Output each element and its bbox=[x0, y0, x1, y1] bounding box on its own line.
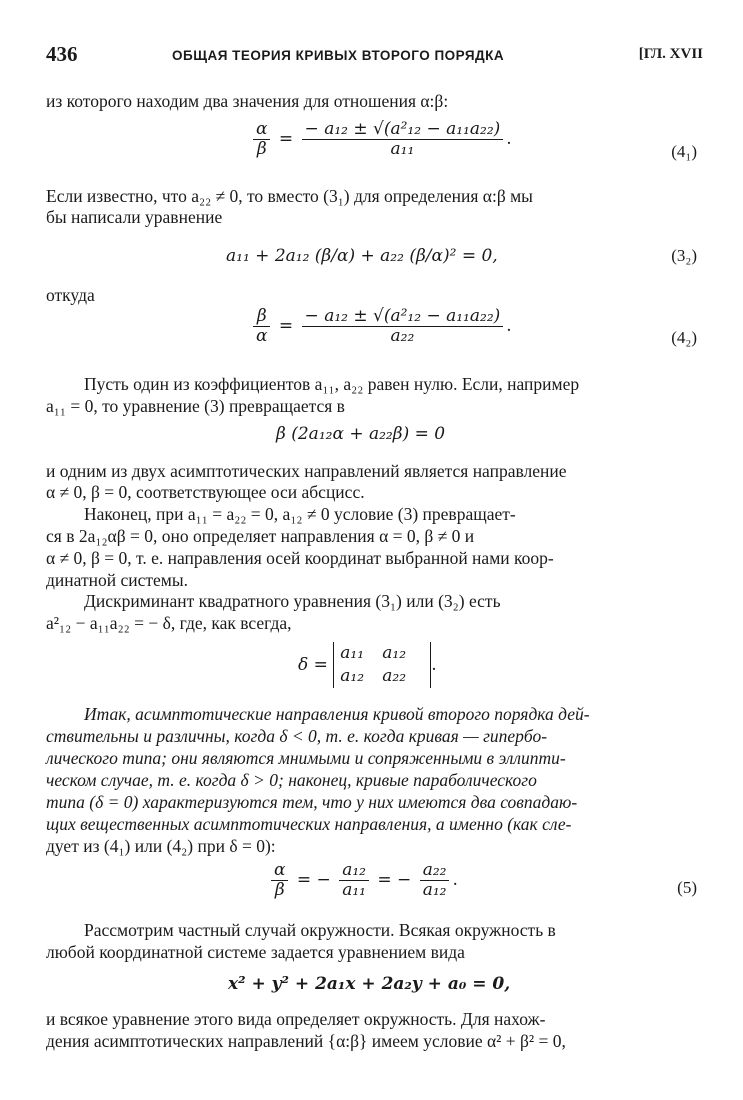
page-number: 436 bbox=[46, 42, 78, 66]
paragraph-line: a²₁₂ − a₁₁a₂₂ = − δ, где, как всегда, bbox=[46, 613, 292, 633]
paragraph-line: α ≠ 0, β = 0, соответствующее оси абсцисс. bbox=[46, 482, 365, 502]
paragraph-line: Дискриминант квадратного уравнения (3₁) или (3₂) есть bbox=[84, 591, 501, 611]
equation-number: (4₁) bbox=[671, 142, 697, 161]
frac-num: a₁₂ bbox=[339, 861, 369, 881]
det-cell: a₁₂ bbox=[382, 643, 407, 663]
determinant-formula: δ = a₁₁ a₁₂ a₁₂ a₂₂. bbox=[298, 643, 437, 686]
paragraph-line: щих вещественных асимптотических направления, а именно (как сле- bbox=[46, 814, 572, 834]
equation-number: (4₂) bbox=[671, 328, 697, 347]
paragraph-line: ся в 2a₁₂αβ = 0, оно определяет направления α = 0, β ≠ 0 и bbox=[46, 526, 475, 546]
paragraph-line: Наконец, при a₁₁ = a₂₂ = 0, a₁₂ ≠ 0 условие (3) превращает- bbox=[84, 504, 516, 524]
formula-5: $\frac{\alpha}{\beta}$ = − $\frac{\text{a₁₂}}{\text{a₁₁}}$ = − $\frac{\text{a₂₂}}{\text{a₁₂}}$ . bbox=[268, 861, 458, 900]
paragraph-line: a₁₁ = 0, то уравнение (3) превращается в bbox=[46, 396, 345, 416]
frac-num: − a₁₂ ± √(a²₁₂ − a₁₁a₂₂) bbox=[302, 120, 504, 140]
paragraph-line: лического типа; они являются мнимыми и сопряженными в эллипти- bbox=[46, 748, 566, 768]
running-header bbox=[46, 42, 703, 70]
frac-den: a₁₁ bbox=[390, 139, 415, 159]
paragraph-line: и одним из двух асимптотических направлений является направление bbox=[46, 461, 567, 481]
frac-den: β bbox=[256, 139, 267, 159]
paragraph-line: дует из (4₁) или (4₂) при δ = 0): bbox=[46, 836, 276, 856]
equation-number: (3₂) bbox=[671, 246, 697, 265]
frac-num: α bbox=[271, 861, 288, 881]
frac-num: β bbox=[253, 307, 270, 327]
paragraph-line: типа (δ = 0) характеризуются тем, что у них имеются два совпадаю- bbox=[46, 792, 578, 812]
formula-beta: β (2a₁₂α + a₂₂β) = 0 bbox=[276, 424, 446, 444]
formula-3-2: a₁₁ + 2a₁₂ (β/α) + a₂₂ (β/α)² = 0, bbox=[226, 246, 498, 266]
formula-4-1: $\frac{\alpha}{\beta}$ = $\frac{\text{− a₁₂ ± √(a²₁₂ − a₁₁a₂₂)}}{\text{a₁₁}}$ . bbox=[250, 120, 512, 159]
det-cell: a₁₂ bbox=[340, 666, 365, 686]
frac-num: − a₁₂ ± √(a²₁₂ − a₁₁a₂₂) bbox=[302, 307, 504, 327]
paragraph-line: α ≠ 0, β = 0, т. е. направления осей координат выбранной нами коор- bbox=[46, 548, 554, 568]
frac-den: a₁₁ bbox=[342, 880, 366, 900]
paragraph-line: из которого находим два значения для отношения α:β: bbox=[46, 91, 449, 111]
det-lhs: δ = bbox=[298, 655, 328, 675]
paragraph-line: ствительны и различны, когда δ < 0, т. е. когда кривая — гипербо- bbox=[46, 726, 548, 746]
equation-number: (5) bbox=[677, 878, 697, 897]
paragraph-line: дения асимптотических направлений {α:β} имеем условие α² + β² = 0, bbox=[46, 1031, 566, 1051]
det-cell: a₂₂ bbox=[382, 666, 407, 686]
frac-num: a₂₂ bbox=[420, 861, 450, 881]
paragraph-line: любой координатной системе задается уравнением вида bbox=[46, 942, 465, 962]
paragraph-line: Рассмотрим частный случай окружности. Всякая окружность в bbox=[84, 920, 556, 940]
paragraph-line: ческом случае, т. е. когда δ > 0; наконец, кривые параболического bbox=[46, 770, 537, 790]
paragraph-line: бы написали уравнение bbox=[46, 207, 223, 227]
formula-4-2: $\frac{\beta}{\alpha}$ = $\frac{\text{− a₁₂ ± √(a²₁₂ − a₁₁a₂₂)}}{\text{a₂₂}}$ . bbox=[250, 307, 512, 346]
frac-num: α bbox=[253, 120, 270, 140]
frac-den: α bbox=[256, 326, 268, 346]
paragraph-line: Пусть один из коэффициентов a₁₁, a₂₂ равен нулю. Если, например bbox=[84, 374, 580, 394]
paragraph-line: Итак, асимптотические направления кривой второго порядка дей- bbox=[84, 704, 590, 724]
paragraph-line: откуда bbox=[46, 285, 95, 305]
chapter-label: [ГЛ. XVII bbox=[638, 46, 703, 62]
running-title: ОБЩАЯ ТЕОРИЯ КРИВЫХ ВТОРОГО ПОРЯДКА bbox=[172, 48, 505, 63]
paragraph-line: и всякое уравнение этого вида определяет окружность. Для нахож- bbox=[46, 1009, 546, 1029]
paragraph-line: динатной системы. bbox=[46, 570, 188, 590]
frac-den: a₂₂ bbox=[390, 326, 415, 346]
det-cell: a₁₁ bbox=[340, 643, 365, 663]
determinant bbox=[333, 642, 431, 688]
frac-den: β bbox=[274, 880, 285, 900]
formula-circle: x² + y² + 2a₁x + 2a₂y + a₀ = 0, bbox=[228, 974, 511, 994]
frac-den: a₁₂ bbox=[422, 880, 447, 900]
paragraph-line: Если известно, что a₂₂ ≠ 0, то вместо (3₁) для определения α:β мы bbox=[46, 186, 533, 206]
